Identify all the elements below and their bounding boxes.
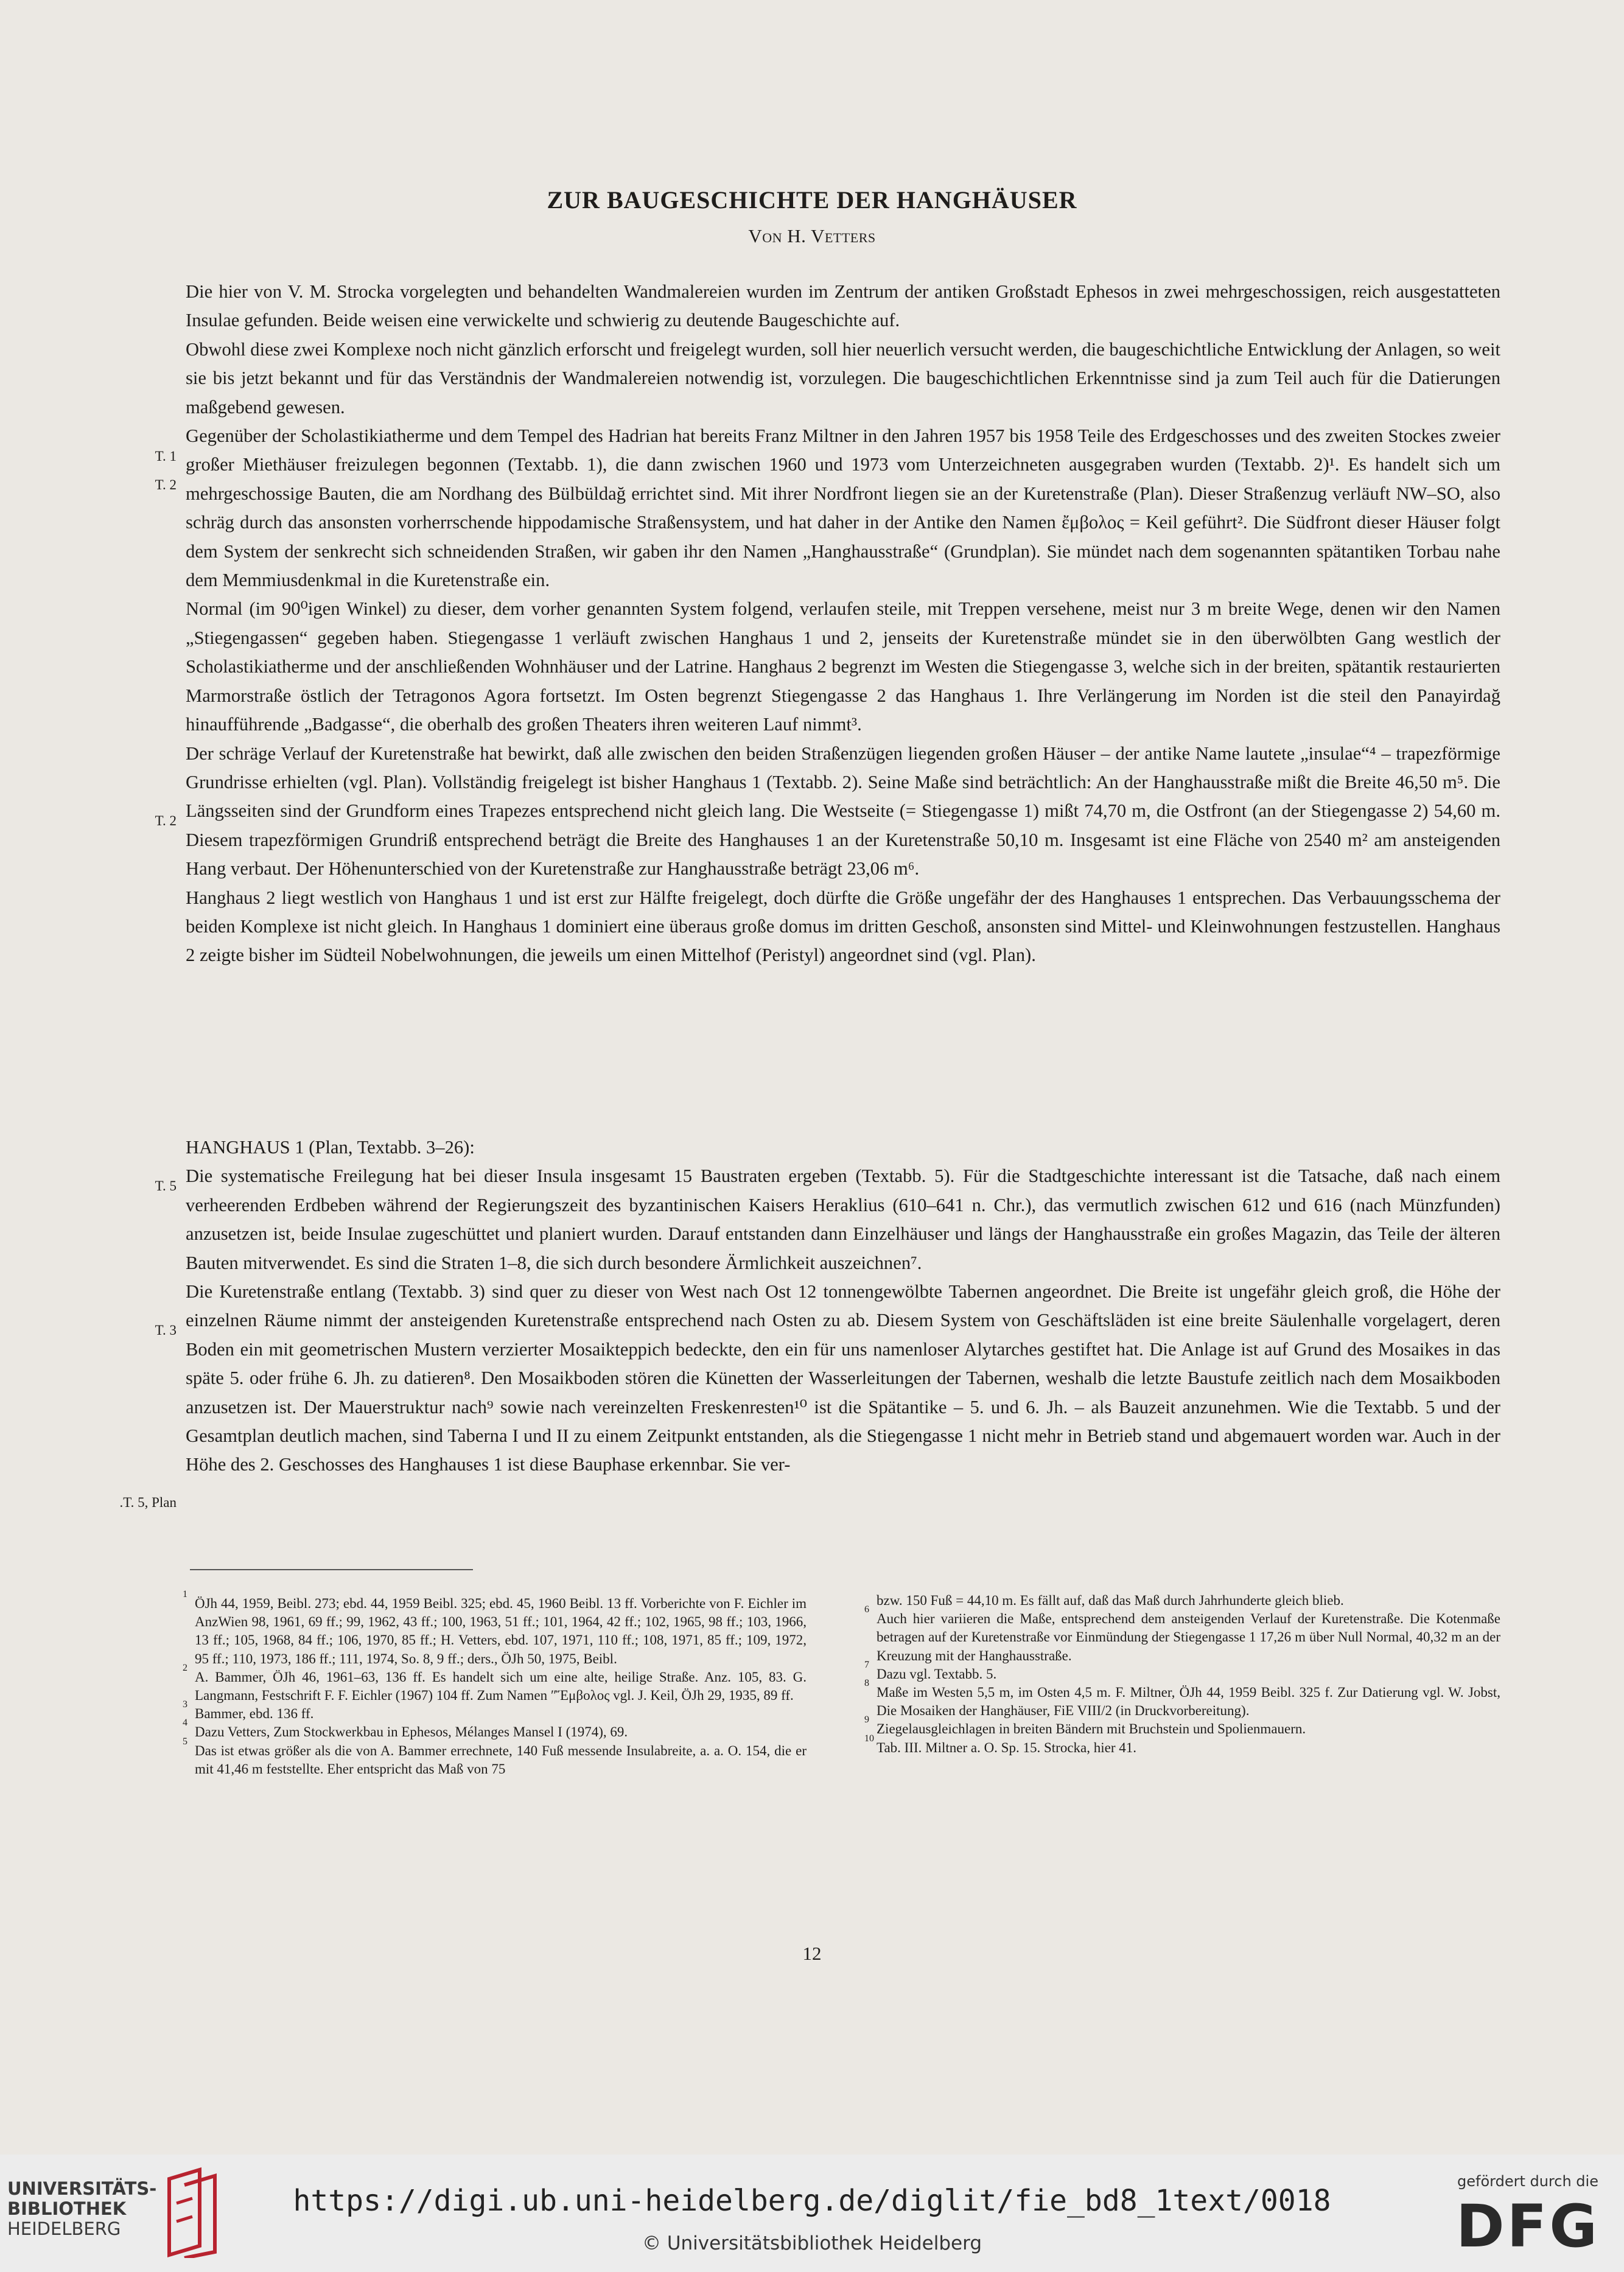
section-heading: HANGHAUS 1 (Plan, Textabb. 3–26): xyxy=(186,1137,475,1158)
margin-note: T. 5 xyxy=(155,1178,177,1194)
library-name-line: HEIDELBERG xyxy=(7,2218,121,2239)
footnote-text: Maße im Westen 5,5 m, im Osten 4,5 m. F. Miltner, ÖJh 44, 1959 Beibl. 325 f. Zur Datierung vgl. W. Jobst, Die Mosaiken der Hanghäuser, FiE VIII/2 (in Druckvorbereitung). xyxy=(877,1685,1500,1719)
paragraph: Der schräge Verlauf der Kuretenstraße hat bewirkt, daß alle zwischen den beiden Straßenzügen liegenden großen Häuser – der antike Name lautete „insulae“⁴ – trapezförmige Grundrisse erhielten (vgl. Plan). Vollständig freigelegt ist bisher Hanghaus 1 (Textabb. 2). Seine Maße sind beträchtlich: An der Hanghausstraße mißt die Breite 46,50 m⁵. Die Längsseiten sind der Grundform eines Trapezes entsprechend nicht gleich lang. Die Westseite (= Stiegengasse 1) mißt 74,70 m, die Ostfront (an der Stiegengasse 2) 54,60 m. Diesem trapezförmigen Grundriß entsprechend beträgt die Breite des Hanghauses 1 an der Kuretenstraße 50,10 m. Insgesamt ist eine Fläche von 2540 m² am ansteigenden Hang verbaut. Der Höhenunterschied von der Kuretenstraße zur Hanghausstraße beträgt 23,06 m⁶. xyxy=(186,743,1500,879)
margin-note: .T. 5, Plan xyxy=(119,1495,177,1510)
footnote: 10 Tab. III. Miltner a. O. Sp. 15. Strocka, hier 41. xyxy=(864,1733,1136,1755)
footnote-text: Bammer, ebd. 136 ff. xyxy=(195,1706,314,1722)
paragraph: Die systematische Freilegung hat bei dieser Insula insgesamt 15 Baustraten ergeben (Textabb. 5). Für die Stadtgeschichte interessant ist die Tatsache, daß nach einem verheerenden Erdbeben während der Regierungszeit des byzantinischen Kaisers Heraklius (610–641 n. Chr.), das vermutlich zwischen 612 und 616 (nach Münzfunden) anzusetzen ist, beide Insulae zugeschüttet und planiert wurden. Darauf entstanden dann Einzelhäuser und längs der Hanghausstraße ein großes Magazin, das Teile der älteren Bauten mitverwendet. Es sind die Straten 1–8, die sich durch besondere Ärmlichkeit auszeichnen⁷. xyxy=(186,1166,1500,1273)
margin-note: T. 2 xyxy=(155,813,177,828)
footnote-text: Das ist etwas größer als die von A. Bammer errechnete, 140 Fuß messende Insulabreite, a. a. O. 154, die er mit 41,46 m feststellte. Eher entspricht das Maß von 75 xyxy=(195,1742,807,1777)
funded-by-label: gefördert durch die xyxy=(1457,2173,1598,2190)
footnotes-left-column xyxy=(183,1589,807,1778)
margin-note: T. 3 xyxy=(155,1323,177,1338)
footnote-text: Ziegelausgleichlagen in breiten Bändern mit Bruchstein und Spolienmauern. xyxy=(877,1721,1306,1737)
article-title: ZUR BAUGESCHICHTE DER HANGHÄUSER xyxy=(547,186,1077,214)
section-hanghaus-1 xyxy=(186,1133,1500,1480)
footnote-text: ÖJh 44, 1959, Beibl. 273; ebd. 44, 1959 Beibl. 325; ebd. 45, 1960 Beibl. 13 ff. Vorberichte von F. Eichler im AnzWien 98, 1961, 69 ff.; 99, 1962, 43 ff.; 100, 1963, 51 ff.; 101, 1964, 42 ff.; 102, 1965, 98 ff.; 103, 1966, 13 ff.; 105, 1968, 84 ff.; 106, 1970, 85 ff.; H. Vetters, ebd. 107, 1971, 110 ff.; 108, 1971, 85 ff.; 109, 1972, 95 ff.; 110, 1973, 186 ff.; 111, 1974, So. 8, 9 ff.; ders., ÖJh 50, 1975, Beibl. xyxy=(195,1596,807,1666)
footnote-text: bzw. 150 Fuß = 44,10 m. Es fällt auf, daß das Maß durch Jahrhunderte gleich blieb. xyxy=(877,1593,1344,1608)
footnote-text: Tab. III. Miltner a. O. Sp. 15. Strocka, hier 41. xyxy=(877,1739,1136,1755)
paragraph: Die Kuretenstraße entlang (Textabb. 3) sind quer zu dieser von West nach Ost 12 tonnengewölbte Tabernen angeordnet. Die Breite ist ungefähr gleich groß, die Höhe der einzelnen Räume nimmt der ansteigenden Kuretenstraße entsprechend nach Osten zu ab. Diesem System von Geschäftsläden ist eine breite Säulenhalle vorgelagert, deren Boden ein mit geometrischen Mustern verzierter Mosaikteppich bedeckte, den ein für uns namenloser Alytarches gestiftet hat. Die Anlage ist auf Grund des Mosaikes in das späte 5. oder frühe 6. Jh. zu datieren⁸. Den Mosaikboden stören die Künetten der Wasserleitungen der Tabernen, weshalb die letzte Baustufe zeitlich nach dem Mosaikboden anzusetzen ist. Der Mauerstruktur nach⁹ sowie nach vereinzelten Freskenresten¹⁰ ist die Spätantike – 5. und 6. Jh. – als Bauzeit anzunehmen. Wie die Textabb. 5 und der Gesamtplan deutlich machen, sind Taberna I und II zu einem Zeitpunkt entstanden, als die Stiegengasse 1 nicht mehr in Betrieb stand und abgemauert worden war. Auch in der Höhe des 2. Geschosses des Hanghauses 1 ist diese Bauphase erkennbar. Sie ver- xyxy=(186,1281,1500,1475)
article-author: Von H. Vetters xyxy=(748,225,876,246)
footnote: 2 A. Bammer, ÖJh 46, 1961–63, 136 ff. Es handelt sich um eine alte, heilige Straße. Anz. 105, 83. G. Langmann, Festschrift F. F. Eichler (1967) 104 ff. Zum Namen ʺἜμβολος vgl. J. Keil, ÖJh 29, 1935, 89 ff. xyxy=(183,1662,807,1704)
margin-note: T. 2 xyxy=(155,477,177,492)
page-number: 12 xyxy=(802,1943,822,1964)
paragraph: Die hier von V. M. Strocka vorgelegten und behandelten Wandmalereien wurden im Zentrum der antiken Großstadt Ephesos in zwei mehrgeschossigen, reich ausgestatteten Insulae gefunden. Beide weisen eine verwickelte und schwierig zu deutende Baugeschichte auf. xyxy=(186,281,1500,331)
footnote: 8 Maße im Westen 5,5 m, im Osten 4,5 m. F. Miltner, ÖJh 44, 1959 Beibl. 325 f. Zur Datierung vgl. W. Jobst, Die Mosaiken der Hanghäuser, FiE VIII/2 (in Druckvorbereitung). xyxy=(864,1678,1500,1719)
copyright-text: © Universitätsbibliothek Heidelberg xyxy=(642,2232,982,2254)
section-intro xyxy=(186,278,1500,970)
footnote-text: Auch hier variieren die Maße, entsprechend dem ansteigenden Verlauf der Kuretenstraße. Die Kotenmaße betragen auf der Kuretenstraße vor Einmündung der Stiegengasse 1 17,26 m über Null Normal, 40,32 m an der Kreuzung mit der Hanghausstraße. xyxy=(877,1611,1500,1663)
footnote: 6 Auch hier variieren die Maße, entsprechend dem ansteigenden Verlauf der Kuretenstraße. Die Kotenmaße betragen auf der Kuretenstraße vor Einmündung der Stiegengasse 1 17,26 m über Null Normal, 40,32 m an der Kreuzung mit der Hanghausstraße. xyxy=(864,1604,1500,1663)
dfg-logo-text: DFG xyxy=(1455,2194,1600,2255)
footnote-text: Dazu Vetters, Zum Stockwerkbau in Ephesos, Mélanges Mansel I (1974), 69. xyxy=(195,1724,628,1740)
footnote: 5 Das ist etwas größer als die von A. Bammer errechnete, 140 Fuß messende Insulabreite, a. a. O. 154, die er mit 41,46 m feststellte. Eher entspricht das Maß von 75 xyxy=(183,1736,807,1777)
footnote-continuation xyxy=(870,1592,1500,1610)
footnote: 9 Ziegelausgleichlagen in breiten Bändern mit Bruchstein und Spolienmauern. xyxy=(864,1714,1306,1737)
margin-note: T. 1 xyxy=(155,449,177,464)
library-name-line: UNIVERSITÄTS- xyxy=(7,2178,157,2199)
paragraph: Gegenüber der Scholastikiatherme und dem Tempel des Hadrian hat bereits Franz Miltner in den Jahren 1957 bis 1958 Teile des Erdgeschosses und des zweiten Stockes zweier großer Miethäuser freizulegen begonnen (Textabb. 1), die dann zwischen 1960 und 1973 vom Unterzeichneten ausgegraben wurden (Textabb. 2)¹. Es handelt sich um mehrgeschossige Bauten, die am Nordhang des Bülbüldağ errichtet sind. Mit ihrer Nordfront liegen sie an der Kuretenstraße (Plan). Dieser Straßenzug verläuft NW–SO, also schräg durch das ansonsten vorherrschende hippodamische Straßensystem, und hat daher in der Antike den Namen ἔμβολος = Keil geführt². Die Südfront dieser Häuser folgt dem System der senkrecht sich schneidenden Straßen, wir gaben ihr den Namen „Hanghausstraße“ (Grundplan). Sie mündet nach dem sogenannten spätantiken Torbau nahe dem Memmiusdenkmal in die Kuretenstraße ein. xyxy=(186,425,1500,591)
footnote: 4 Dazu Vetters, Zum Stockwerkbau in Ephesos, Mélanges Mansel I (1974), 69. xyxy=(183,1718,628,1740)
footnote-divider xyxy=(190,1569,473,1570)
footnote: 3 Bammer, ebd. 136 ff. xyxy=(183,1699,314,1722)
footnotes-right-column xyxy=(864,1592,1500,1757)
library-name-line: BIBLIOTHEK xyxy=(7,2198,127,2219)
dfg-logo-icon[interactable] xyxy=(1446,2194,1610,2255)
paragraph: Hanghaus 2 liegt westlich von Hanghaus 1 und ist erst zur Hälfte freigelegt, doch dürfte die Größe ungefähr der des Hanghauses 1 entsprechen. Das Verbauungsschema der beiden Komplexe ist nicht gleich. In Hanghaus 1 dominiert eine überaus große domus im dritten Geschoß, ansonsten sind Mittel- und Kleinwohnungen festzustellen. Hanghaus 2 zeigte bisher im Südteil Nobelwohnungen, die jeweils um einen Mittelhof (Peristyl) angeordnet sind (vgl. Plan). xyxy=(186,887,1500,966)
footnote: 7 Dazu vgl. Textabb. 5. xyxy=(864,1659,997,1682)
paragraph: Obwohl diese zwei Komplexe noch nicht gänzlich erforscht und freigelegt wurden, soll hier neuerlich versucht werden, die baugeschichtliche Entwicklung der Anlagen, so weit sie bis jetzt bekannt und für das Verständnis der Wandmalereien notwendig ist, vorzulegen. Die baugeschichtlichen Erkenntnisse sind ja zum Teil auch für die Datierungen maßgebend gewesen. xyxy=(186,338,1500,418)
paragraph: Normal (im 90⁰igen Winkel) zu dieser, dem vorher genannten System folgend, verlaufen steile, mit Treppen versehene, meist nur 3 m breite Wege, denen wir den Namen „Stiegengassen“ gegeben haben. Stiegengasse 1 verläuft zwischen Hanghaus 1 und 2, jenseits der Kuretenstraße mündet sie in den überwölbten Gang westlich der Scholastikiatherme und der anschließenden Wohnhäuser und der Latrine. Hanghaus 2 begrenzt im Westen die Stiegengasse 3, welche sich in der breiten, spätantik restaurierten Marmorstraße östlich der Tetragonos Agora fortsetzt. Im Osten begrenzt Stiegengasse 2 das Hanghaus 1. Ihre Verlängerung im Norden ist die steil den Panayirdağ hinaufführende „Badgasse“, die oberhalb des großen Theaters ihren weiteren Lauf nimmt³. xyxy=(186,598,1500,735)
footnote-text: A. Bammer, ÖJh 46, 1961–63, 136 ff. Es handelt sich um eine alte, heilige Straße. Anz. 105, 83. G. Langmann, Festschrift F. F. Eichler (1967) 104 ff. Zum Namen ʺἜμβολος vgl. J. Keil, ÖJh 29, 1935, 89 ff. xyxy=(195,1669,807,1704)
footnote-text: Dazu vgl. Textabb. 5. xyxy=(877,1666,997,1682)
document-url-link[interactable]: https://digi.ub.uni-heidelberg.de/diglit/fie_bd8_1text/0018 xyxy=(293,2184,1331,2218)
viewer-footer xyxy=(0,2155,1624,2272)
footnote: 1 ÖJh 44, 1959, Beibl. 273; ebd. 44, 1959 Beibl. 325; ebd. 45, 1960 Beibl. 13 ff. Vorberichte von F. Eichler im AnzWien 98, 1961, 69 ff.; 99, 1962, 43 ff.; 100, 1963, 51 ff.; 101, 1964, 42 ff.; 102, 1965, 98 ff.; 103, 1966, 13 ff.; 105, 1968, 84 ff.; 106, 1970, 85 ff.; H. Vetters, ebd. 107, 1971, 110 ff.; 108, 1971, 85 ff.; 109, 1972, 95 ff.; 110, 1973, 186 ff.; 111, 1974, So. 8, 9 ff.; ders., ÖJh 50, 1975, Beibl. xyxy=(183,1589,807,1666)
